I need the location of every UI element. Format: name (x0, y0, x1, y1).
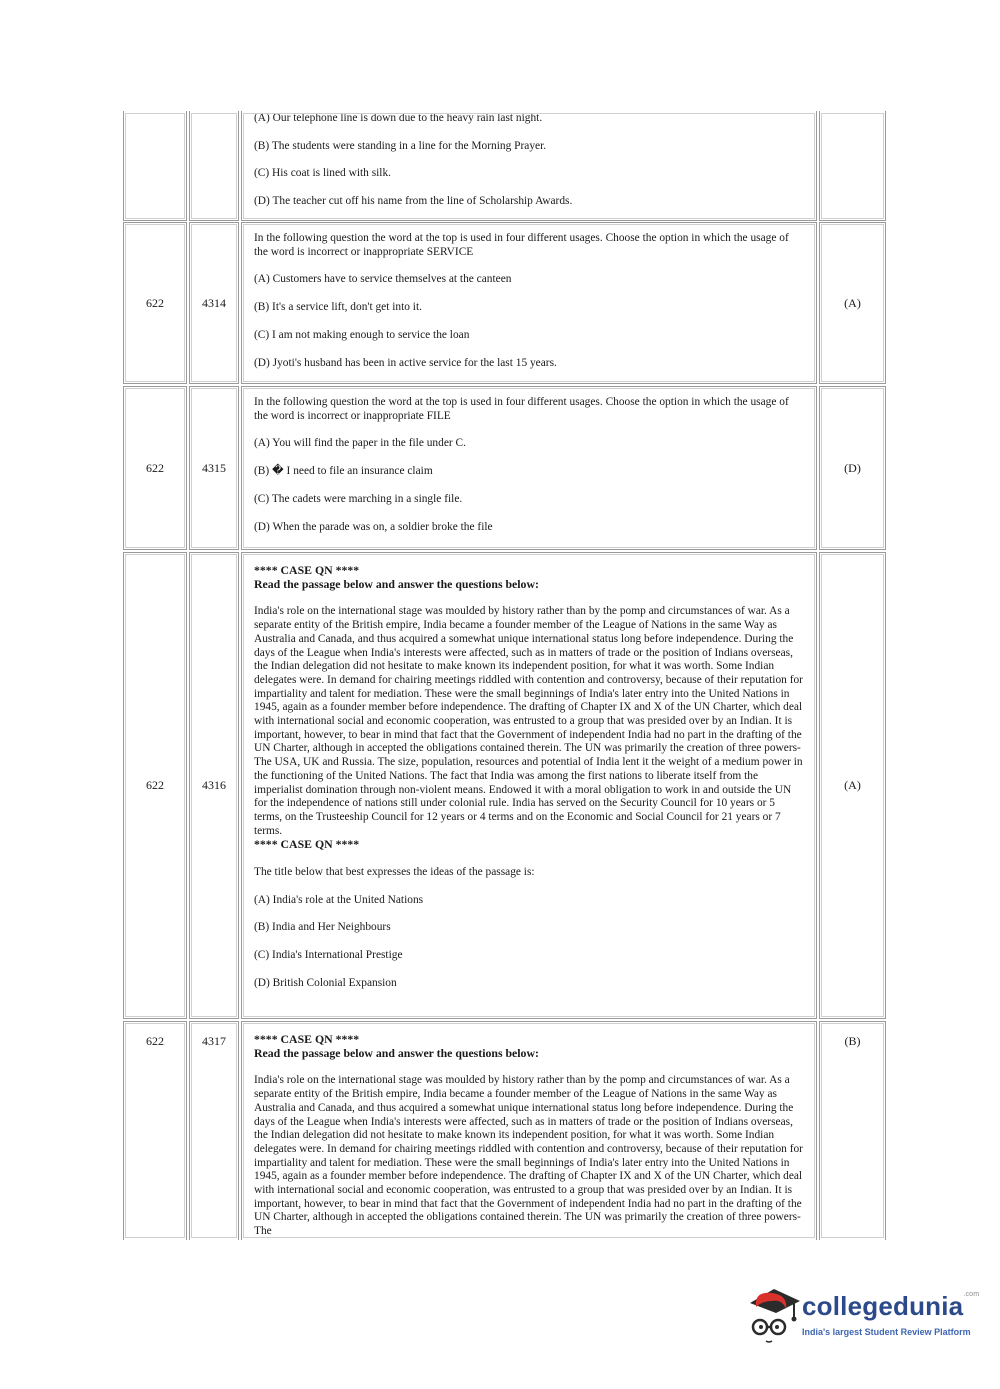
mascot-icon (742, 1283, 802, 1347)
subject-cell: 622 (123, 386, 187, 550)
answer-cell (819, 111, 886, 221)
option-d: (D) Jyoti's husband has been in active service for the last 15 years. (254, 356, 557, 369)
logo-name: collegedunia (802, 1291, 964, 1321)
option-b: (B) India and Her Neighbours (254, 921, 391, 934)
option-a: (A) India's role at the United Nations (254, 893, 424, 906)
question-id-cell: 4316 (189, 552, 239, 1019)
case-passage: India's role on the international stage was moulded by history rather than by the pomp and circumstances of war. As a separate entity of the British empire, India became a founder member of the League of Nations in the same Way as Australia and Canada, and thus acquired a somewhat unique international status long before independence. During the days of the League when India's interests were affected, such as in matters of trade or the position of Indians overseas, the Indian delegation did not hesitate to make known its independent position, for what it was worth. Some Indian delegates were. In demand for chairing meetings riddled with contention and controversy, because of their reputation for impartiality and talent for mediation. These were the small beginnings of India's later entry into the United Nations in 1945, again as a founder member before independence. The drafting of Chapter IX and X of the UN Charter, which deal with international social and economic cooperation, was entrusted to a group that was presided over by an Indian. It is important, however, to bear in mind that fact that the Government of independent India had no part in the drafting of the UN Charter, although in accepted the obligations contained therein. The UN was primarily the creation of three powers-The USA, UK and Russia. The size, population, resources and potential of India lent it the weight of a medium power in the functioning of the United Nations. The fact that India was among the first nations to liberate itself from the imperialist domination through non-violent means. Endowed it with a moral obligation to work in and outside the UN for the independence of nations still under colonial rule. India has served on the Security Council for 10 years or 5 terms, on the Trusteeship Council for 12 years or 4 terms and on the Economic and Social Council for 21 years or 7 terms. (254, 605, 803, 837)
option-b: (B) The students were standing in a line for the Morning Prayer. (254, 139, 547, 152)
question-id-cell (189, 111, 239, 221)
question-text: In the following question the word at the top is used in four different usages. Choose the option in which the usage of the word is incorrect or inappropriate SERVICE (254, 232, 789, 258)
option-a: (A) You will find the paper in the file under C. (254, 437, 466, 450)
question-cell (241, 222, 817, 384)
case-heading: **** CASE QN **** (254, 563, 360, 577)
logo-tagline: India's largest Student Review Platform (802, 1327, 971, 1337)
question-cell (241, 386, 817, 550)
case-heading: **** CASE QN **** (254, 1032, 360, 1046)
table-row (123, 111, 886, 221)
option-c: (C) I am not making enough to service the loan (254, 328, 470, 341)
question-id-cell: 4317 (189, 1021, 239, 1240)
answer-cell: (A) (819, 222, 886, 384)
option-d: (D) When the parade was on, a soldier broke the file (254, 520, 493, 533)
question-text: The title below that best expresses the ideas of the passage is: (254, 866, 535, 879)
question-text: In the following question the word at the top is used in four different usages. Choose the option in which the usage of the word is incorrect or inappropriate FILE (254, 396, 789, 422)
table-row (123, 552, 886, 1019)
case-passage: India's role on the international stage was moulded by history rather than by the pomp and circumstances of war. As a separate entity of the British empire, India became a founder member of the League of Nations in the same Way as Australia and Canada, and thus acquired a somewhat unique international status long before independence. During the days of the League when India's interests were affected, such as in matters of trade or the position of Indians overseas, the Indian delegation did not hesitate to make known its independent position, for what it was worth. Some Indian delegates were. In demand for chairing meetings riddled with contention and controversy, because of their reputation for impartiality and talent for mediation. These were the small beginnings of India's later entry into the United Nations in 1945, again as a founder member before independence. The drafting of Chapter IX and X of the UN Charter, which deal with international social and economic cooperation, was entrusted to a group that was presided over by an Indian. It is important, however, to bear in mind that fact that the Government of independent India had no part in the drafting of the UN Charter, although in accepted the obligations contained therein. The UN was primarily the creation of three powers-The (254, 1074, 803, 1238)
option-b: (B) � I need to file an insurance claim (254, 465, 433, 478)
case-footer: **** CASE QN **** (254, 837, 360, 852)
question-cell (241, 1021, 817, 1240)
table-row (123, 222, 886, 384)
answer-cell: (A) (819, 552, 886, 1019)
option-c: (C) India's International Prestige (254, 949, 403, 962)
question-id-cell: 4314 (189, 222, 239, 384)
option-d: (D) The teacher cut off his name from the line of Scholarship Awards. (254, 195, 573, 208)
option-d: (D) British Colonial Expansion (254, 976, 397, 989)
subject-cell (123, 111, 187, 221)
table-row (123, 1021, 886, 1240)
question-id-cell: 4315 (189, 386, 239, 550)
option-b: (B) It's a service lift, don't get into it. (254, 301, 422, 314)
case-instruction: Read the passage below and answer the questions below: (254, 576, 539, 591)
option-a: (A) Our telephone line is down due to the heavy rain last night. (254, 112, 543, 124)
subject-cell: 622 (123, 1021, 187, 1240)
question-cell (241, 111, 817, 221)
subject-cell: 622 (123, 552, 187, 1019)
table-row (123, 386, 886, 550)
answer-cell: (D) (819, 386, 886, 550)
collegedunia-logo (742, 1283, 980, 1353)
option-c: (C) The cadets were marching in a single file. (254, 492, 463, 505)
logo-suffix: .com (963, 1291, 980, 1298)
case-instruction: Read the passage below and answer the questions below: (254, 1045, 539, 1060)
option-a: (A) Customers have to service themselves at the canteen (254, 273, 512, 286)
question-cell (241, 552, 817, 1019)
answer-cell: (B) (819, 1021, 886, 1240)
subject-cell: 622 (123, 222, 187, 384)
option-c: (C) His coat is lined with silk. (254, 167, 391, 180)
